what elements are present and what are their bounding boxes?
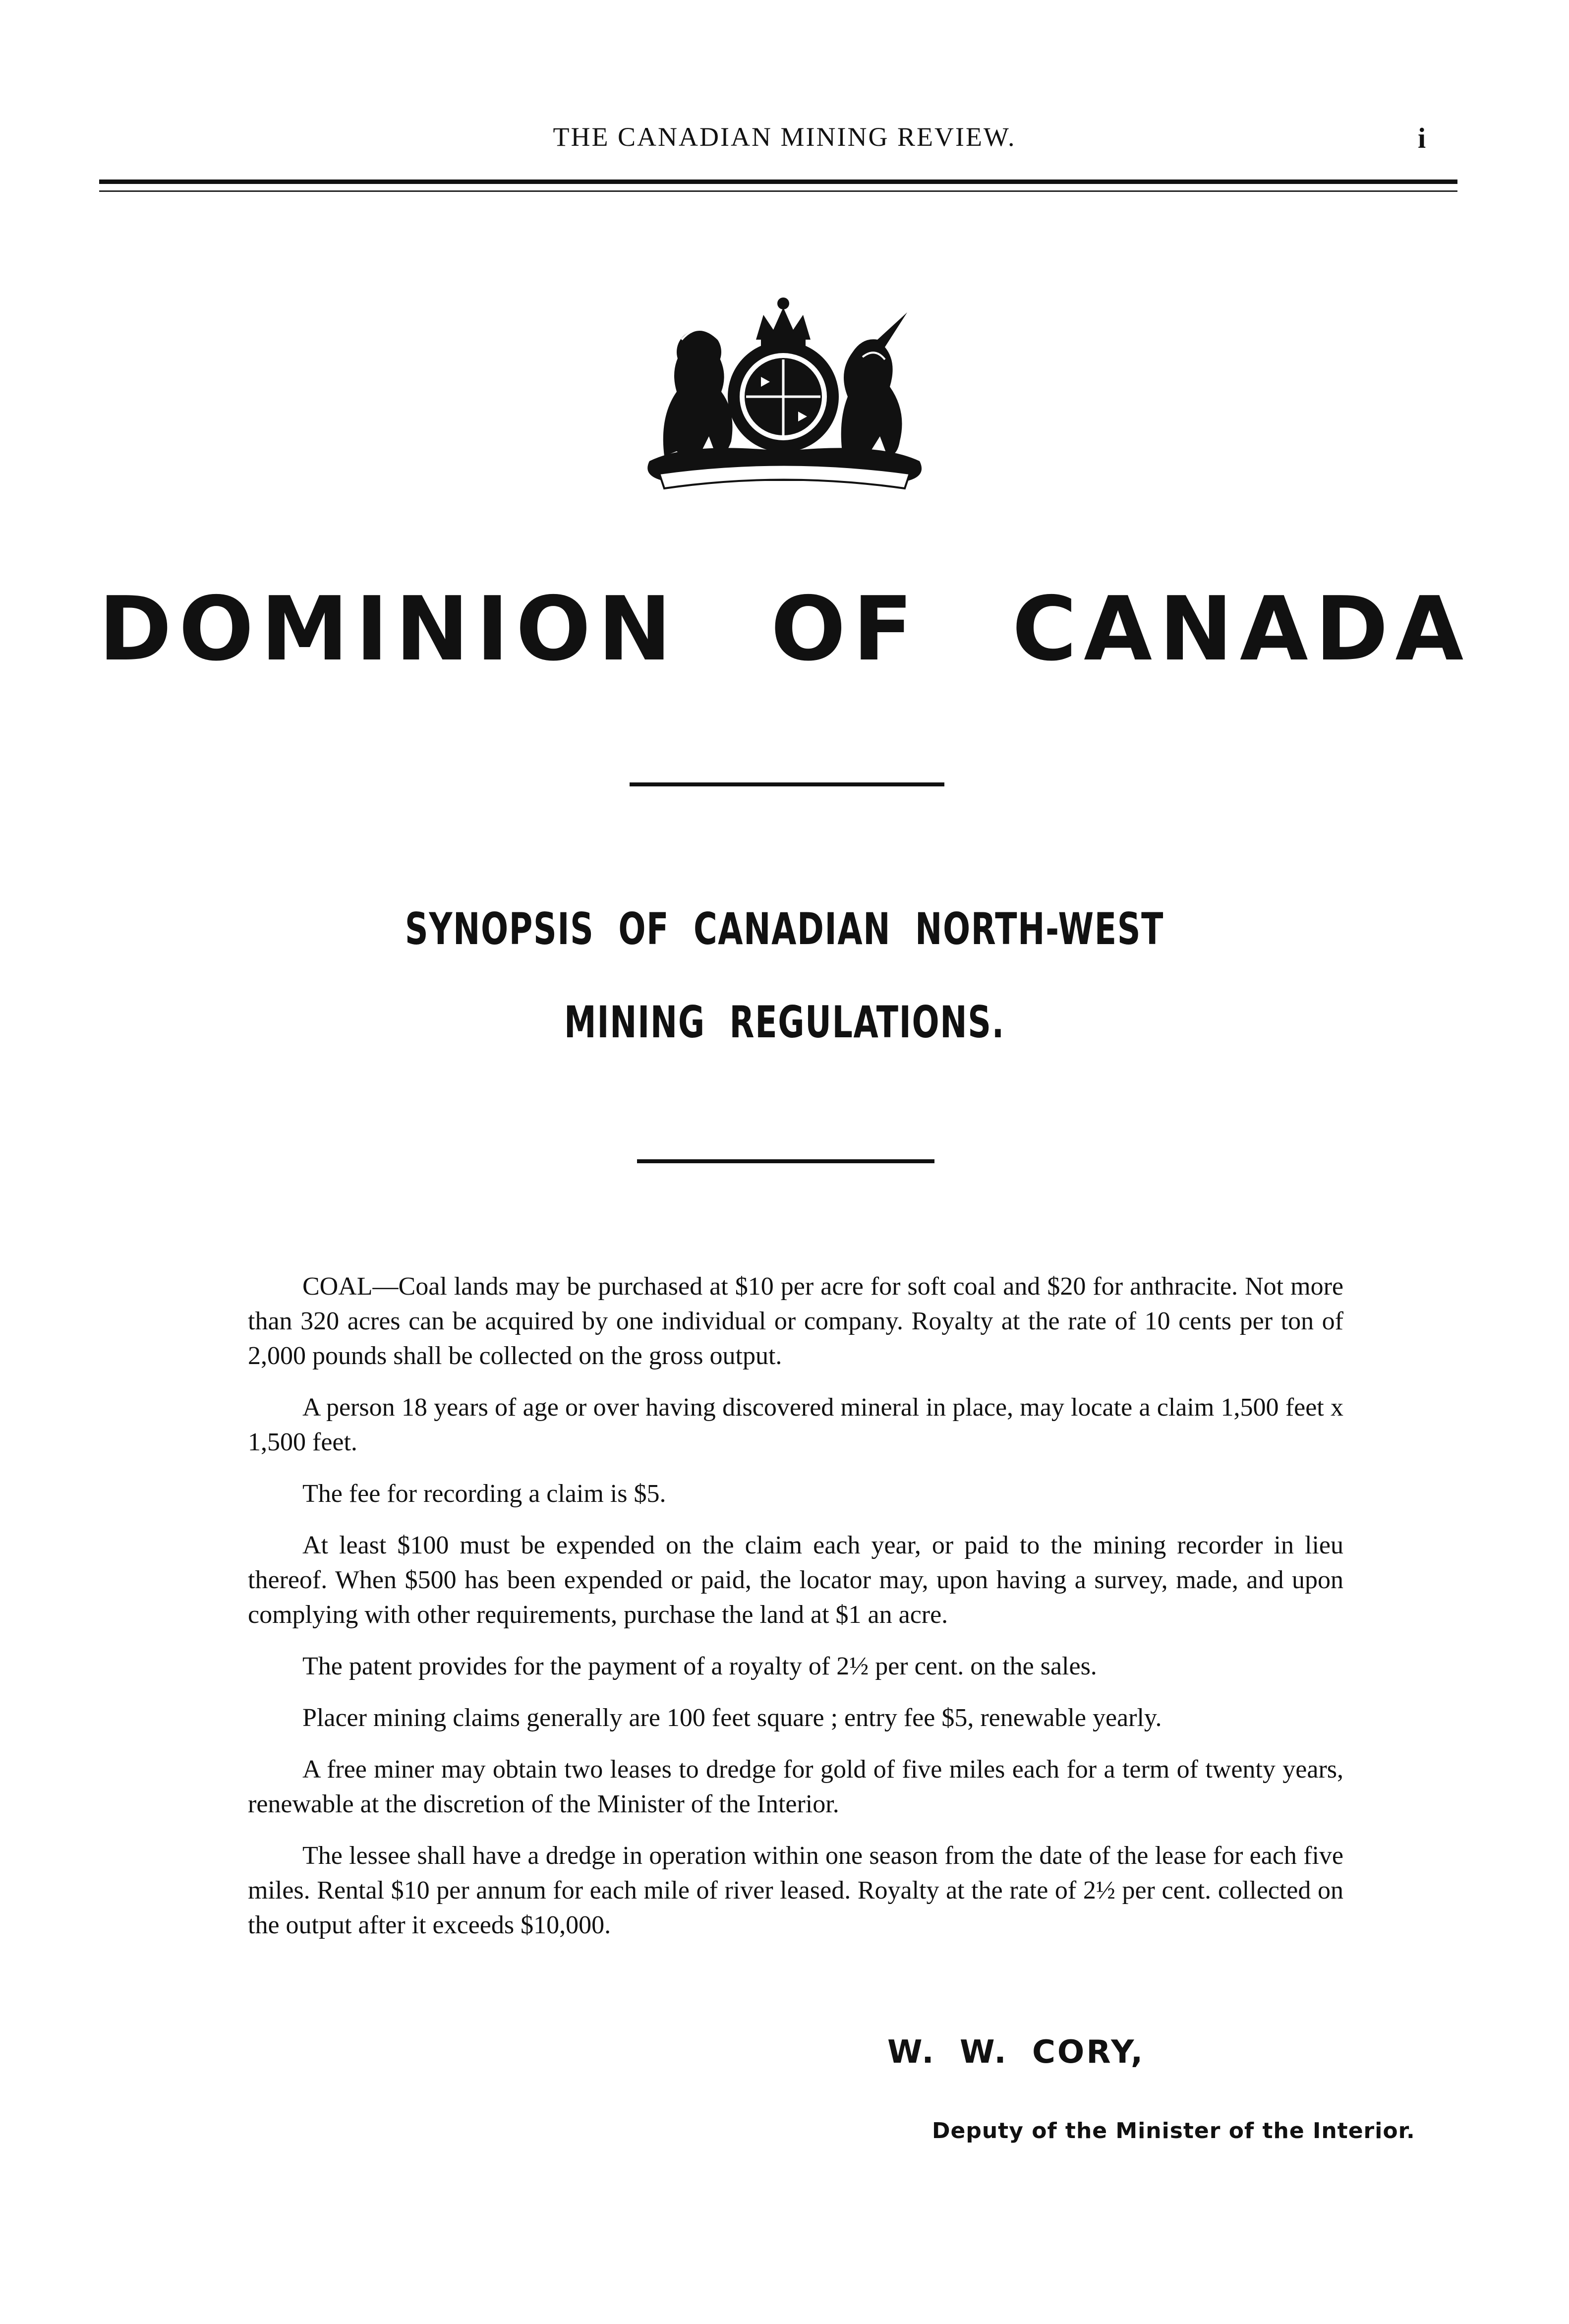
paragraph-expenditure: At least $100 must be expended on the claim each year, or paid to the mining recorder in lieu thereof. When $500 has been expended or paid, the locator may, upon having a survey, made, and upon complying with other requirements, purchase the land at $1 an acre. — [248, 1531, 1343, 1629]
arms-unicorn — [841, 312, 907, 457]
header-rule-thin — [99, 190, 1457, 192]
paragraph-patent-royalty: The patent provides for the payment of a royalty of 2½ per cent. on the sales. — [302, 1652, 1097, 1680]
running-title: THE CANADIAN MINING REVIEW. — [553, 122, 1016, 152]
headline: DOMINION OF CANADA — [98, 578, 1471, 680]
paragraph-lessee-terms: The lessee shall have a dredge in operation within one season from the date of the lease for each five miles. Rental $10 per annum for each mile of river leased. Royalty at the rate of 2½ per cent. collected on the output after it exceeds $10,000. — [248, 1842, 1343, 1939]
signature-name: W. W. CORY, — [887, 2034, 1145, 2071]
divider-rule — [637, 1159, 934, 1163]
paragraph-dredge-leases: A free miner may obtain two leases to dredge for gold of five miles each for a term of twenty years, renewable at the discretion of the Minister of the Interior. — [248, 1755, 1343, 1818]
page-folio: i — [1418, 122, 1426, 154]
paragraph-placer-claims: Placer mining claims generally are 100 feet square ; entry fee $5, renewable yearly. — [302, 1704, 1162, 1732]
arms-ribbon — [659, 465, 910, 489]
signature-title: Deputy of the Minister of the Interior. — [932, 2118, 1415, 2144]
divider-rule — [630, 782, 944, 786]
paragraph-claim-size: A person 18 years of age or over having discovered mineral in place, may locate a claim 1,500 feet x 1,500 feet. — [248, 1393, 1343, 1456]
royal-coat-of-arms-icon — [630, 293, 937, 501]
header-rule-thick — [99, 179, 1457, 184]
arms-crown — [756, 307, 811, 340]
paragraph-coal: COAL—Coal lands may be purchased at $10 per acre for soft coal and $20 for anthracite. Not more than 320 acres can be acquired by one individual or company. Royalty at the rate of 10 cents per ton of 2,000 pounds shall be collected on the gross output. — [248, 1272, 1343, 1370]
paragraph-recording-fee: The fee for recording a claim is $5. — [302, 1480, 666, 1508]
regulations-body — [248, 1269, 1343, 1960]
subheading-line-2: MINING REGULATIONS. — [564, 997, 1005, 1048]
subheading-line-1: SYNOPSIS OF CANADIAN NORTH-WEST — [405, 903, 1164, 954]
